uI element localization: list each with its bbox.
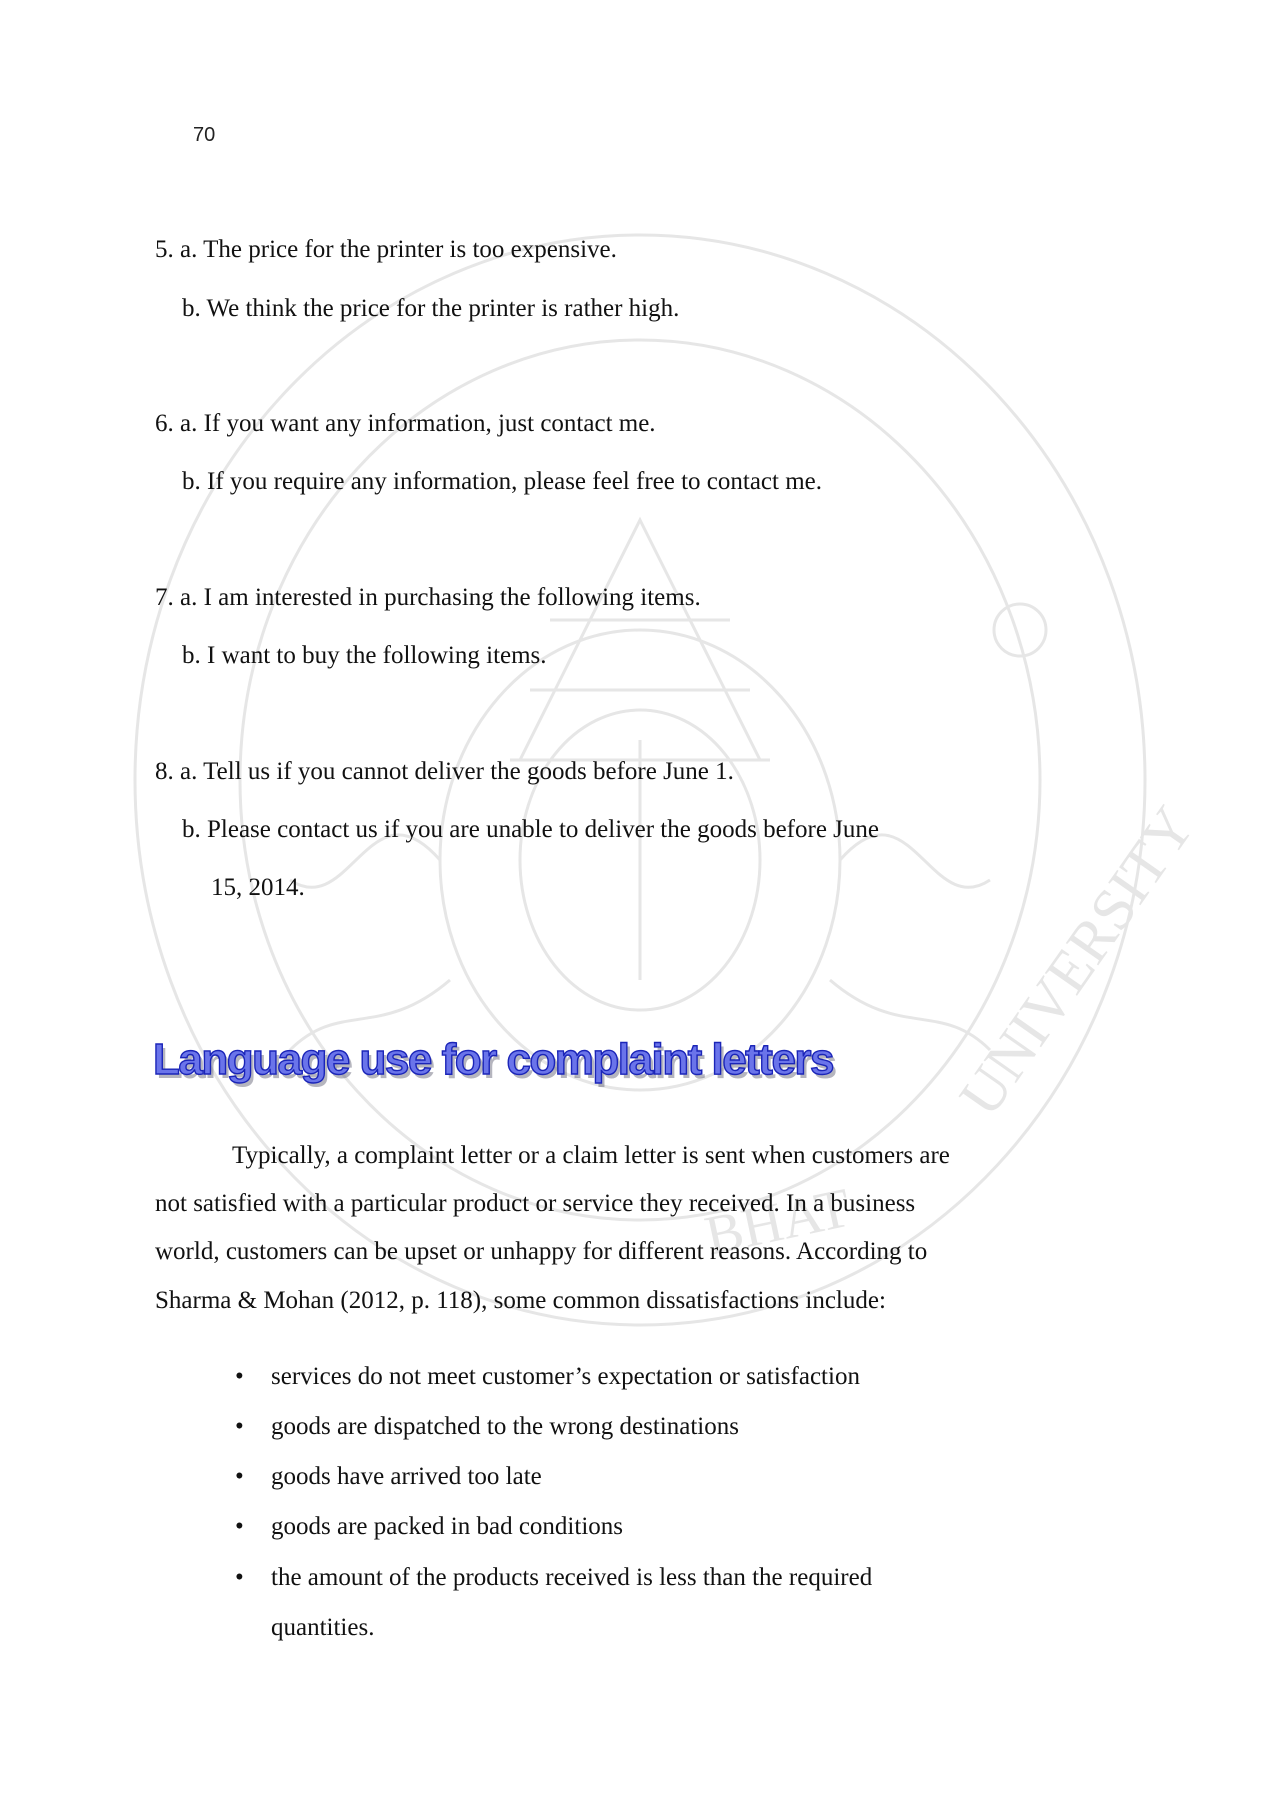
exercise-6a: 6. a. If you want any information, just contact me. — [155, 410, 656, 437]
bullet-symbol: • — [235, 1413, 244, 1440]
page-number: 70 — [193, 124, 216, 146]
bullet-item: goods have arrived too late — [271, 1463, 542, 1490]
exercise-8b-continued: 15, 2014. — [211, 874, 305, 901]
bullet-item-continued: quantities. — [271, 1614, 375, 1641]
bullet-item: goods are packed in bad conditions — [271, 1513, 623, 1540]
bullet-symbol: • — [235, 1564, 244, 1591]
exercise-6b: b. If you require any information, please feel free to contact me. — [182, 468, 823, 495]
exercise-7a: 7. a. I am interested in purchasing the following items. — [155, 584, 701, 611]
bullet-item: goods are dispatched to the wrong destinations — [271, 1413, 739, 1440]
seal-core-ring — [520, 710, 760, 1010]
exercise-8b: b. Please contact us if you are unable to deliver the goods before June — [182, 816, 879, 843]
paragraph-line-4: Sharma & Mohan (2012, p. 118), some common dissatisfactions include: — [155, 1287, 886, 1314]
paragraph-line-2: not satisfied with a particular product or service they received. In a business — [155, 1190, 916, 1217]
seal-tiered-crown — [520, 520, 760, 760]
watermark-bhat-text: BHAT — [699, 1176, 856, 1268]
seal-crown-tiers — [510, 620, 770, 760]
exercise-7b: b. I want to buy the following items. — [182, 642, 547, 669]
exercise-8a: 8. a. Tell us if you cannot deliver the goods before June 1. — [155, 758, 734, 785]
seal-star-right — [994, 604, 1046, 656]
seal-center-ring — [440, 630, 840, 1090]
paragraph-line-3: world, customers can be upset or unhappy for different reasons. According to — [155, 1238, 928, 1265]
bullet-item: the amount of the products received is less than the required — [271, 1564, 873, 1591]
section-heading: Language use for complaint letters — [153, 1035, 834, 1084]
exercise-5a: 5. a. The price for the printer is too expensive. — [155, 236, 617, 263]
paragraph-line-1: Typically, a complaint letter or a claim letter is sent when customers are — [232, 1142, 950, 1169]
exercise-5b: b. We think the price for the printer is rather high. — [182, 295, 680, 322]
watermark-university-text: UNIVERSITY — [946, 794, 1208, 1128]
bullet-item: services do not meet customer’s expectation or satisfaction — [271, 1363, 860, 1390]
bullet-symbol: • — [235, 1363, 244, 1390]
bullet-symbol: • — [235, 1513, 244, 1540]
bullet-symbol: • — [235, 1463, 244, 1490]
